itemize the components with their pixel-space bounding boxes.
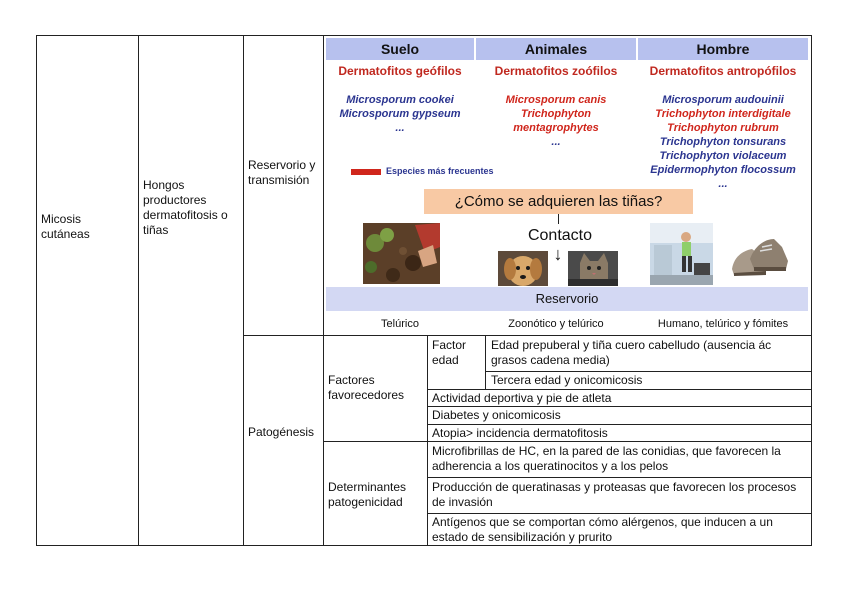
row-divider-reservorio — [243, 335, 812, 336]
table-border-left — [36, 35, 37, 546]
caption-humano: Humano, telúrico y fómites — [657, 318, 789, 330]
col-divider-1 — [138, 35, 139, 546]
species-animales-3: mentagrophytes — [513, 122, 599, 134]
species-animales-4: ... — [551, 136, 561, 148]
species-hombre-4: Trichophyton tonsurans — [659, 136, 787, 148]
col-divider-2 — [243, 35, 244, 546]
col-divider-5 — [485, 335, 486, 390]
species-suelo-1: Microsporum cookei — [346, 94, 454, 106]
legend-label: Especies más frecuentes — [386, 166, 494, 176]
factor-row-diabetes: Diabetes y onicomicosis — [432, 408, 561, 422]
determinante-row-1: Microfibrillas de HC, en la pared de las conidias, que favorecen la adherencia a los queratinocitos y a los pelos — [432, 444, 781, 473]
species-hombre-6: Epidermophyton flocossum — [650, 164, 796, 176]
species-hombre-1: Microsporum audouinii — [662, 94, 784, 106]
factor-row-actividad: Actividad deportiva y pie de atleta — [432, 391, 612, 405]
dog-image — [498, 251, 548, 286]
table-border-right — [811, 35, 812, 546]
legend-swatch — [351, 169, 381, 175]
micosis-cutaneas-label: Micosis cutáneas — [41, 212, 90, 241]
determinantes-label: Determinantes patogenicidad — [328, 480, 407, 509]
sneakers-image — [726, 229, 792, 281]
header-suelo: Suelo — [326, 38, 474, 60]
reservorio-transmision-label: Reservorio y transmisión — [248, 158, 316, 187]
gym-image — [650, 223, 713, 285]
question-banner: ¿Cómo se adquieren las tiñas? — [424, 189, 693, 214]
row-line-1 — [485, 371, 812, 372]
species-suelo-3: ... — [395, 122, 405, 134]
table-border-top — [36, 35, 812, 36]
factor-edad-label: Factor edad — [432, 338, 467, 367]
species-hombre-5: Trichophyton violaceum — [659, 150, 787, 162]
edad-row-1: Edad prepuberal y tiña cuero cabelludo (ausencia ác grasos cadena media) — [491, 338, 772, 367]
row-line-3 — [427, 406, 812, 407]
determinante-row-2: Producción de queratinasas y proteasas que favorecen los procesos de invasión — [432, 480, 797, 509]
species-hombre-2: Trichophyton interdigitale — [655, 108, 791, 120]
banner-connector — [558, 214, 559, 224]
row-line-2 — [427, 389, 812, 390]
table-border-bottom — [36, 545, 812, 546]
patogenesis-label: Patogénesis — [248, 425, 315, 439]
determinante-row-3: Antígenos que se comportan cómo alérgenos, que inducen a un estado de sensibilización y prurito — [432, 515, 773, 544]
subheader-antropofilos: Dermatofitos antropófilos — [649, 64, 797, 78]
hongos-label: Hongos productores dermatofitosis o tiñas — [143, 178, 228, 237]
col-divider-3 — [323, 35, 324, 546]
down-arrow: ↓ — [553, 244, 563, 264]
contacto-label: Contacto — [527, 227, 593, 244]
factor-row-atopia: Atopia> incidencia dermatofitosis — [432, 426, 608, 440]
species-animales-1: Microsporum canis — [505, 94, 607, 106]
row-line-5 — [427, 477, 812, 478]
species-suelo-2: Microsporum gypseum — [339, 108, 461, 120]
cat-image — [568, 251, 618, 286]
factores-favorecedores-label: Factores favorecedores — [328, 373, 405, 402]
subheader-zoofilos: Dermatofitos zoófilos — [494, 64, 618, 78]
species-animales-2: Trichophyton — [520, 108, 592, 120]
subheader-geofilos: Dermatofitos geófilos — [338, 64, 462, 78]
species-hombre-7: ... — [718, 178, 728, 190]
soil-gardening-image — [363, 223, 440, 284]
row-divider-determinantes — [323, 441, 812, 442]
edad-row-2: Tercera edad y onicomicosis — [491, 373, 643, 387]
caption-telurico: Telúrico — [381, 318, 419, 330]
col-divider-4 — [427, 335, 428, 546]
header-animales: Animales — [476, 38, 636, 60]
caption-zoonotico: Zoonótico y telúrico — [508, 318, 604, 330]
header-hombre: Hombre — [638, 38, 808, 60]
reservorio-bar: Reservorio — [326, 287, 808, 311]
row-line-4 — [427, 424, 812, 425]
species-hombre-3: Trichophyton rubrum — [667, 122, 779, 134]
row-line-6 — [427, 513, 812, 514]
